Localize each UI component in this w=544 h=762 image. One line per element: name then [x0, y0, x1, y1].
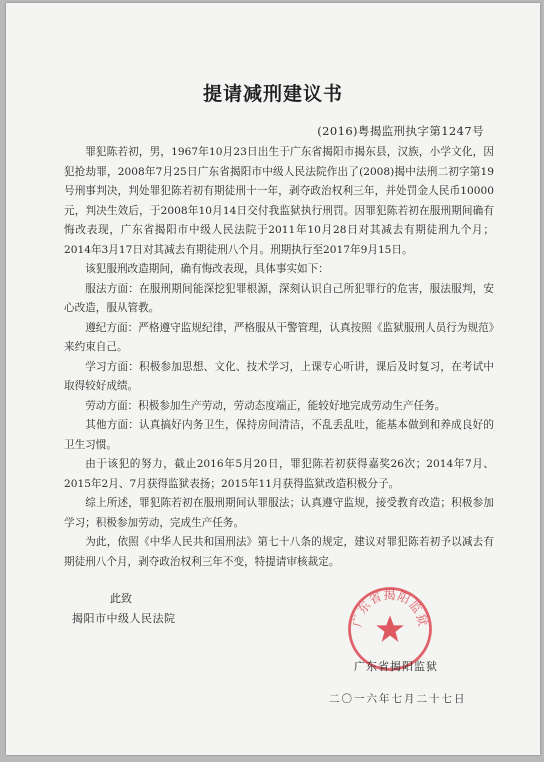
- document-page: [6, 3, 540, 755]
- signatory: 广东省揭阳监狱: [354, 660, 438, 673]
- paragraph-other: 其他方面：认真搞好内务卫生，保持房间清洁，不乱丢乱吐，能基本做到和养成良好的卫生习惯。: [64, 419, 494, 451]
- document-date: 二〇一六年七月二十七日: [329, 693, 467, 705]
- paragraph-discipline: 遵纪方面：严格遵守监规纪律，严格服从干警管理，认真按照《监狱服刑人员行为规范》来约束自己。: [64, 321, 494, 353]
- paragraph-intro: 该犯服刑改造期间，确有悔改表现，具体事实如下：: [85, 263, 329, 275]
- paragraph-obedience: 服法方面：在服刑期间能深挖犯罪根源，深刻认识自己所犯罪行的危害，服法服判，安心改造，服从管教。: [64, 282, 494, 314]
- paragraph-recommendation: 为此，依照《中华人民共和国刑法》第七十八条的规定，建议对罪犯陈若初予以减去有期徒刑八个月，剥夺政治权利三年不变，特提请审核裁定。: [64, 536, 494, 568]
- paragraph-study: 学习方面：积极参加思想、文化、技术学习，上课专心听讲，课后及时复习，在考试中取得较好成绩。: [64, 360, 494, 392]
- paragraph-labor: 劳动方面：积极参加生产劳动，劳动态度端正，能较好地完成劳动生产任务。: [85, 399, 446, 412]
- document-title: 提请减刑建议书: [202, 83, 343, 105]
- closing-salutation: 此致: [110, 592, 132, 605]
- document-body: [64, 143, 494, 572]
- paragraph-background: 罪犯陈若初，男，1967年10月23日出生于广东省揭阳市揭东县，汉族，小学文化，因犯抢劫罪，2008年7月25日广东省揭阳市中级人民法院作出了(2008)揭中法刑二初字第19号刑事判决，判处罪犯陈若初有期徒刑十一年，剥夺政治权利三年，并处罚金人民币10000元，判决生效后，于2008年10月14日交付我监狱执行刑罚。因罪犯陈若初在服刑期间确有悔改表现，广东省揭阳市中级人民法院于2011年10月28日对其减去有期徒刑九个月；2014年3月17日对其减去有期徒刑八个月。刑期执行至2017年9月15日。: [64, 146, 494, 256]
- seal-text: 广东省揭阳监狱: [350, 587, 430, 629]
- recipient-court: 揭阳市中级人民法院: [72, 612, 176, 625]
- document-number: (2016)粤揭监刑执字第1247号: [317, 124, 484, 138]
- paragraph-summary: 综上所述，罪犯陈若初在服刑期间认罪服法；认真遵守监规，接受教育改造；积极参加学习；积极参加劳动，完成生产任务。: [64, 497, 494, 529]
- paragraph-rewards: 由于该犯的努力，截止2016年5月20日，罪犯陈若初获得嘉奖26次；2014年7月、2015年2月、7月获得监狱表扬；2015年11月获得监狱改造积极分子。: [64, 458, 494, 490]
